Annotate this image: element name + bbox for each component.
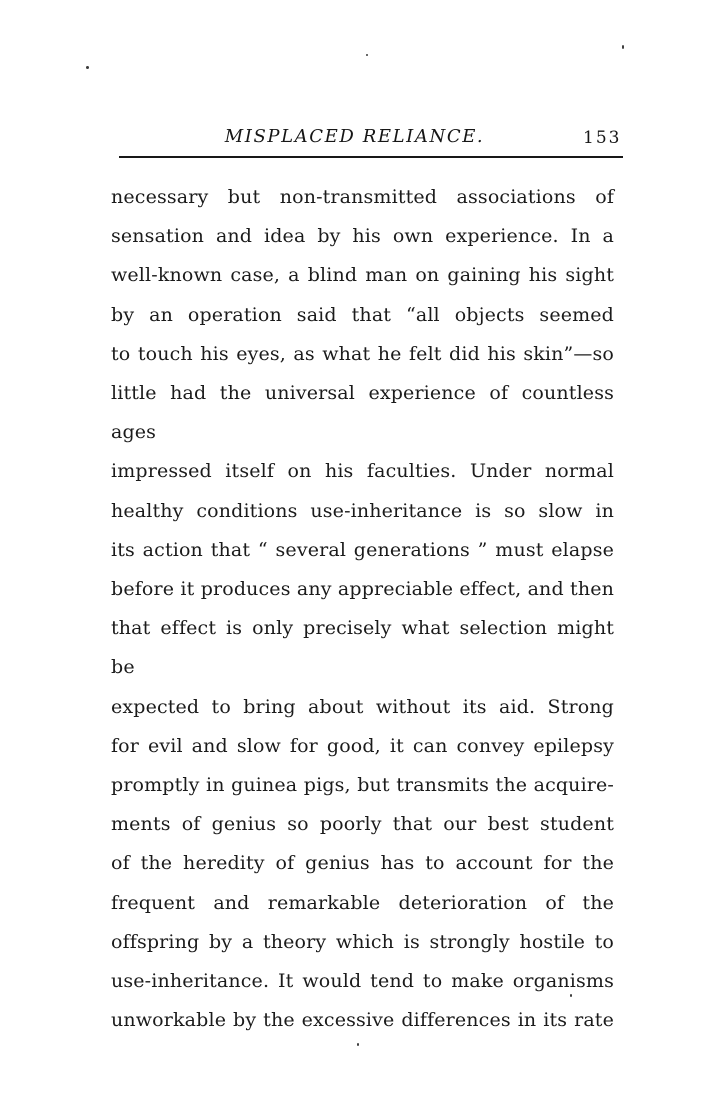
- text-line: expected to bring about without its aid. Strong: [111, 695, 614, 718]
- text-line: of the heredity of genius has to account for the: [111, 852, 614, 875]
- body-text-block: [111, 178, 614, 1040]
- text-line: for evil and slow for good, it can convey epilepsy: [111, 734, 614, 757]
- scan-speck: [357, 1043, 359, 1046]
- scan-speck: [366, 54, 368, 56]
- running-head-title: MISPLACED RELIANCE.: [224, 126, 485, 147]
- text-line: healthy conditions use-inheritance is so slow in: [111, 499, 614, 522]
- text-line: that effect is only precisely what selection might be: [111, 617, 614, 679]
- text-line: frequent and remarkable deterioration of the: [111, 891, 614, 914]
- text-line: unworkable by the excessive differences in its rate: [111, 1009, 614, 1032]
- text-line: well-known case, a blind man on gaining his sight: [111, 264, 614, 287]
- text-line: by an operation said that “all objects seemed: [111, 303, 614, 326]
- text-line: necessary but non-transmitted associations of: [111, 186, 614, 208]
- text-line: offspring by a theory which is strongly hostile to: [111, 930, 614, 953]
- scan-speck: [622, 45, 624, 49]
- text-line: little had the universal experience of countless ages: [111, 382, 614, 444]
- text-line: ments of genius so poorly that our best student: [111, 813, 614, 836]
- header-rule: [119, 156, 623, 158]
- text-line: impressed itself on his faculties. Under normal: [111, 460, 614, 483]
- text-line: before it produces any appreciable effect, and then: [111, 578, 614, 601]
- page-number: 153: [583, 128, 622, 148]
- scan-speck: [86, 66, 89, 69]
- text-line: promptly in guinea pigs, but transmits the acquire-: [111, 774, 614, 797]
- text-line: sensation and idea by his own experience. In a: [111, 225, 614, 248]
- text-line: its action that “ several generations ” must elapse: [111, 538, 614, 561]
- text-line: to touch his eyes, as what he felt did his skin”—so: [111, 342, 614, 365]
- text-line: use-inheritance. It would tend to make organisms: [111, 970, 614, 993]
